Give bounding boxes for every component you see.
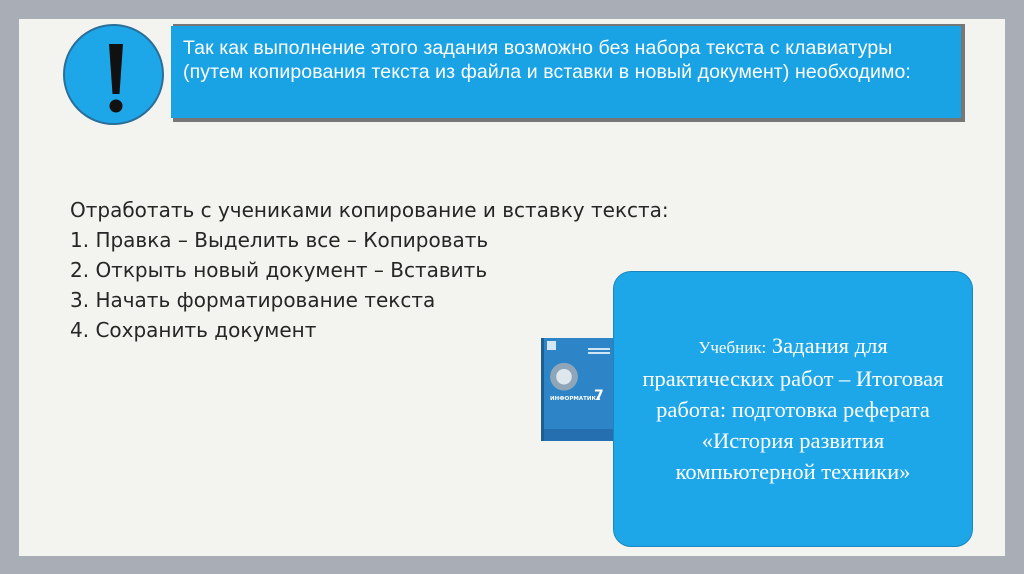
- task-list: [70, 195, 669, 345]
- textbook-note-card: [613, 271, 973, 547]
- note-prefix: Учебник:: [698, 337, 767, 357]
- task-item: 1. Правка – Выделить все – Копировать: [70, 228, 489, 252]
- slide: [19, 19, 1005, 556]
- note-text: [632, 330, 954, 487]
- exclamation-icon: [63, 24, 164, 125]
- banner-text: Так как выполнение этого задания возможно без набора текста с клавиатуры (путем копирования текста из файла и вставки в новый документ) необходимо:: [183, 37, 911, 83]
- task-item: 2. Открыть новый документ – Вставить: [70, 258, 488, 282]
- publisher-logo: [547, 341, 556, 350]
- cover-authors: [588, 348, 610, 356]
- task-item: 4. Сохранить документ: [70, 318, 317, 342]
- note-body: Задания для практических работ – Итоговая работа: подготовка реферата «История развития компьютерной техники»: [642, 332, 944, 484]
- task-intro: Отработать с учениками копирование и вставку текста:: [70, 198, 669, 222]
- cover-title: ИНФОРМАТИКА: [550, 396, 601, 402]
- cover-illustration: [548, 358, 588, 392]
- textbook-cover-image: [541, 338, 614, 441]
- task-item: 3. Начать форматирование текста: [70, 288, 436, 312]
- cover-stripe: [544, 429, 614, 441]
- cover-grade: 7: [594, 388, 604, 404]
- info-banner: [171, 26, 961, 118]
